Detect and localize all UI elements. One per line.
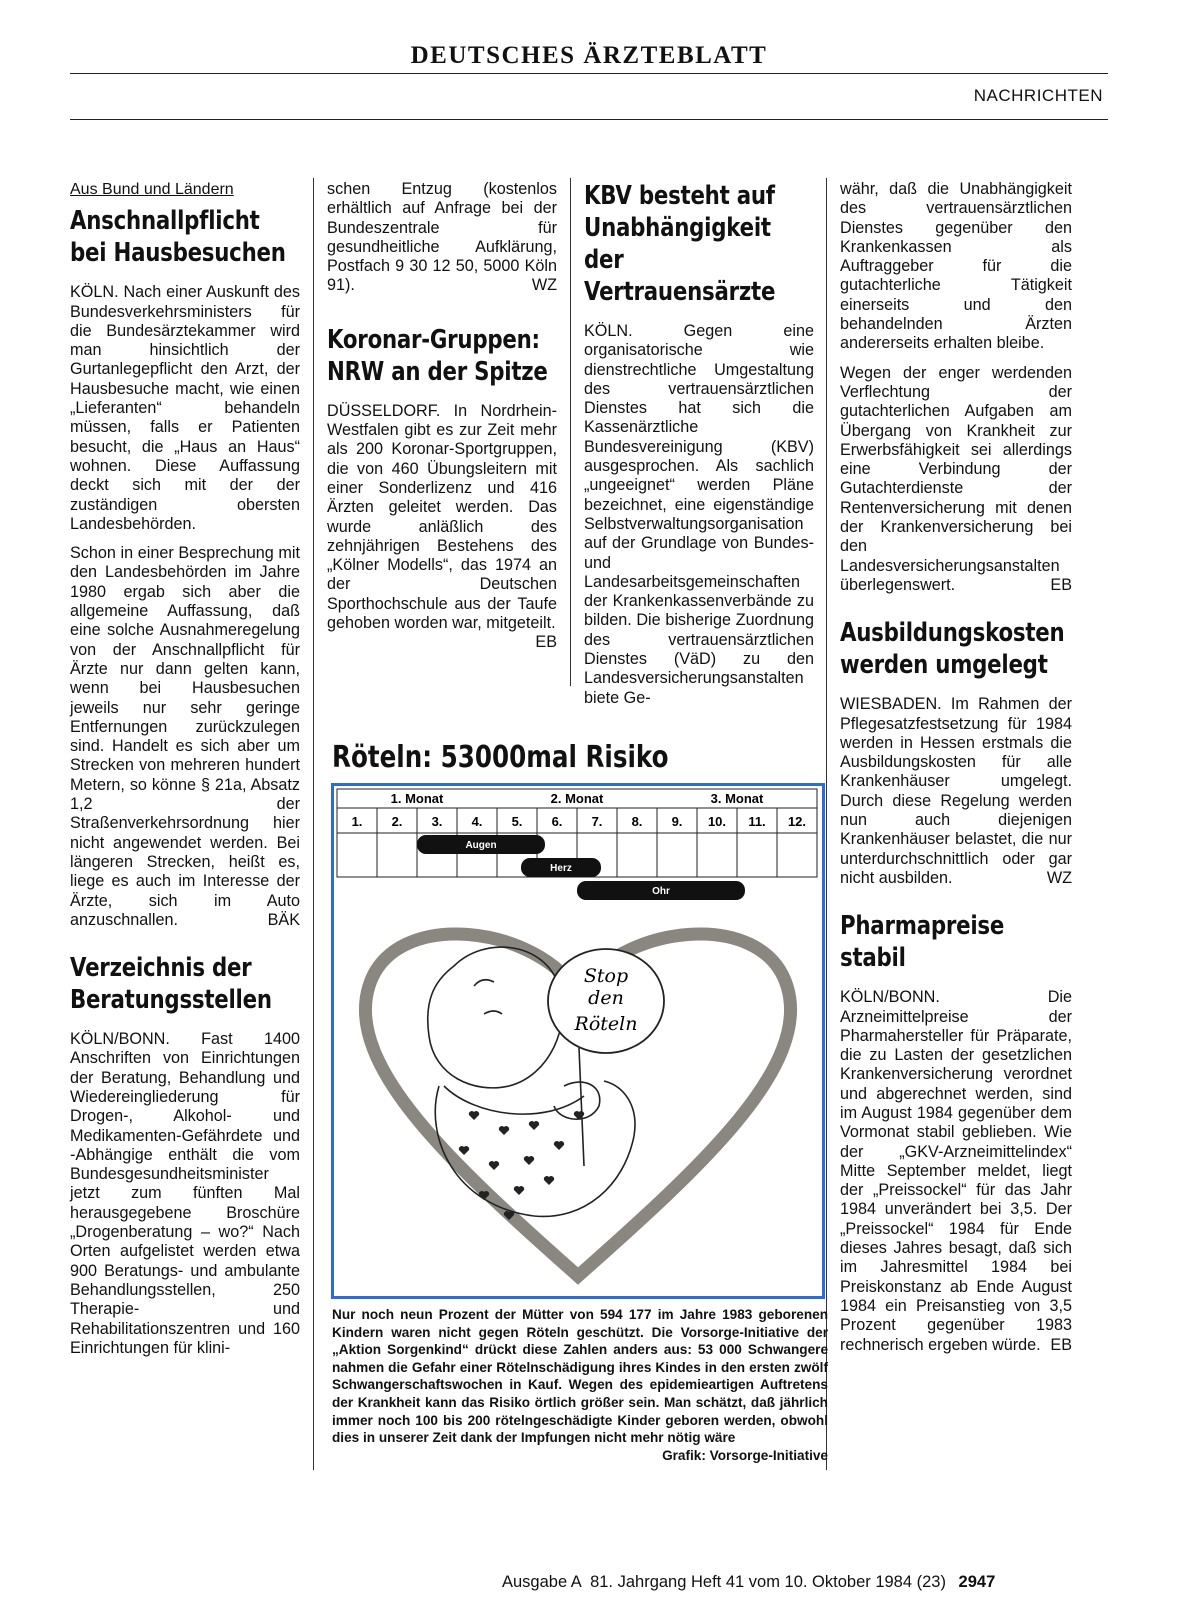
author-signature: EB xyxy=(1050,575,1072,594)
week-label: 10. xyxy=(707,814,727,829)
stop-sign-lollipop xyxy=(548,949,664,1053)
headline-kbv: KBV besteht auf Unabhängigkeit der Vertrauensärzte xyxy=(584,181,776,307)
author-signature: EB xyxy=(1050,1335,1072,1354)
week-label: 1. xyxy=(351,814,363,829)
column-1 xyxy=(70,180,300,1368)
graphic-frame xyxy=(331,783,825,1299)
column-divider xyxy=(313,178,314,1470)
section-label: NACHRICHTEN xyxy=(973,86,1103,105)
small-heart-icon xyxy=(544,1176,554,1185)
column-divider xyxy=(570,178,571,686)
small-heart-icon xyxy=(499,1126,509,1135)
article-paragraph: KÖLN. Gegen eine organisatorische wie dienstrechtliche Umgestaltung des vertrauensärztlichen Dienstes hat sich die Kassenärztliche Bundesvereinigung (KBV) ausgesprochen. Als sachlich „ungeeignet“ werden Pläne bezeichnet, eine eigenständige Selbstverwaltungsorganisation auf der Grundlage von Bundes- und Landesarbeitsgemeinschaften der Krankenkassenverbände zu bilden. Die bisherige Zuordnung des vertrauensärztlichen Dienstes (VäD) zu den Landesversicherungsanstalten biete Ge- xyxy=(584,322,814,707)
bib-heart-pattern xyxy=(459,1111,584,1220)
small-heart-icon xyxy=(529,1121,539,1130)
headline-verzeichnis: Verzeichnis der Beratungsstellen xyxy=(70,953,272,1016)
section-rule xyxy=(70,119,1108,120)
month-label: 2. Monat xyxy=(550,791,604,806)
week-labels xyxy=(352,814,806,829)
author-signature: WZ xyxy=(1046,868,1072,887)
sign-text: Röteln xyxy=(574,1013,638,1035)
article-paragraph: KÖLN. Nach einer Auskunft des Bundesverkehrsministers für die Bundesärztekammer wird man hinsichtlich der Gurtanlegepflicht den Arzt, der Hausbesuche macht, wie einen „Lieferanten“ behandeln müssen, falls er Patienten besucht, die „Haus an Haus“ wohnen. Diese Auffassung deckt sich mit der der zuständigen obersten Landesbehörden. xyxy=(70,283,300,533)
author-signature: BÄK xyxy=(267,910,300,929)
week-label: 7. xyxy=(591,814,603,829)
week-label: 3. xyxy=(431,814,443,829)
page-footer xyxy=(502,1573,995,1592)
sign-text: den xyxy=(588,987,624,1009)
small-heart-icon xyxy=(524,1156,534,1165)
week-label: 5. xyxy=(511,814,523,829)
risk-bar-label: Augen xyxy=(465,840,497,851)
small-heart-icon xyxy=(489,1161,499,1170)
author-signature: EB xyxy=(535,633,557,652)
page-number: 2947 xyxy=(958,1573,996,1591)
week-label: 9. xyxy=(671,814,683,829)
month-labels xyxy=(391,791,764,806)
column-3 xyxy=(584,180,814,718)
graphic-title: Röteln: 53000mal Risiko xyxy=(332,740,669,775)
article-paragraph: WIESBADEN. Im Rahmen der Pflegesatzfestsetzung für 1984 werden in Hessen erstmals die Ausbildungskosten für alle Krankenhäuser umgelegt. Durch diese Regelung werden nun auch diejenigen Krankenhäuser belastet, die nur unterdurchschnittlich oder gar nicht ausbilden. WZ xyxy=(840,695,1072,887)
column-2 xyxy=(327,180,557,653)
risk-bar-label: Herz xyxy=(550,863,572,874)
masthead: DEUTSCHES ÄRZTEBLATT xyxy=(410,42,768,69)
small-heart-icon xyxy=(514,1186,524,1195)
kicker: Aus Bund und Ländern xyxy=(70,181,234,198)
masthead-rule xyxy=(70,73,1108,74)
week-label: 12. xyxy=(787,814,807,829)
month-label: 1. Monat xyxy=(390,791,444,806)
article-paragraph: Schon in einer Besprechung mit den Landesbehörden im Jahre 1980 ergab sich aber die allgemeine Auffassung, daß eine solche Ausnahmeregelung von der Anschnallpflicht für Ärzte nur dann gelten kann, wenn bei Hausbesuchen jeweils nur sehr geringe Entfernungen zurückzulegen sind. Handelt es sich aber um Strecken von mehreren hundert Metern, so könne § 21a, Absatz 1,2 der Straßenverkehrsordnung hier nicht angewendet werden. Bei längeren Strecken, heißt es, liege es auch im Interesse der Ärzte, sich im Auto anzuschnallen. BÄK xyxy=(70,544,300,929)
graphic-credit: Grafik: Vorsorge-Initiative xyxy=(662,1447,828,1463)
article-paragraph: währ, daß die Unabhängigkeit des vertrauensärztlichen Dienstes gegenüber den Krankenkassen als Auftraggeber für die gutachterliche Tätigkeit einerseits und den behandelnden Ärzten andererseits erhalten bleibe. xyxy=(840,180,1072,353)
column-4 xyxy=(840,180,1072,1365)
risk-bar-label: Ohr xyxy=(652,886,670,897)
small-heart-icon xyxy=(554,1141,564,1150)
small-heart-icon xyxy=(459,1146,469,1155)
week-label: 11. xyxy=(748,814,766,829)
article-paragraph: DÜSSELDORF. In Nordrhein-Westfalen gibt es zur Zeit mehr als 200 Koronar-Sportgruppen, die von 460 Übungsleitern mit einer Sonderlizenz und 416 Ärzten geleitet werden. Das wurde anläßlich des zehnjährigen Bestehens des „Kölner Modells“, das 1974 an der Deutschen Sporthochschule aus der Taufe gehoben worden war, mitgeteilt. EB xyxy=(327,401,557,652)
headline-ausbildungskosten: Ausbildungskosten werden umgelegt xyxy=(840,618,1065,681)
small-heart-icon xyxy=(469,1111,479,1120)
article-paragraph: Wegen der enger werdenden Verflechtung der gutachterlichen Aufgaben am Übergang von Krankheit zur Erwerbsfähigkeit sei allerdings eine Verbindung der Gutachterdienste der Rentenversicherung mit denen der Krankenversicherung bei den Landesversicherungsanstalten überlegenswert. EB xyxy=(840,363,1072,594)
sign-text: Stop xyxy=(583,965,629,987)
month-label: 3. Monat xyxy=(710,791,764,806)
rubella-timeline-graphic xyxy=(334,786,822,1296)
author-signature: WZ xyxy=(531,276,557,295)
issue-info: Ausgabe A 81. Jahrgang Heft 41 vom 10. Oktober 1984 (23) xyxy=(502,1573,946,1591)
headline-anschnallpflicht: Anschnallpflicht bei Hausbesuchen xyxy=(70,206,286,269)
column-divider xyxy=(826,178,827,1470)
article-paragraph: schen Entzug (kostenlos erhältlich auf Anfrage bei der Bundeszentrale für gesundheitliche Aufklärung, Postfach 9 30 12 50, 5000 Köln 91). WZ xyxy=(327,180,557,295)
week-label: 2. xyxy=(391,814,403,829)
week-label: 4. xyxy=(471,814,483,829)
article-paragraph: KÖLN/BONN. Die Arzneimittelpreise der Pharmahersteller für Präparate, die zu Lasten der gesetzlichen Krankenversicherung verordnet und abgerechnet werden, sind im August 1984 gegenüber dem Vormonat stabil geblieben. Wie der „GKV-Arzneimittelindex“ Mitte September meldet, liegt der „Preissockel“ für das Jahr 1984 unverändert bei 3,5. Der „Preissockel“ 1984 für Ende dieses Jahres besagt, daß sich im Jahresmittel 1984 bei Preiskonstanz ab Ende August 1984 ein Preisanstieg von 3,5 Prozent gegenüber 1983 rechnerisch ergeben würde. EB xyxy=(840,988,1072,1354)
headline-pharmapreise: Pharmapreise stabil xyxy=(840,911,1005,974)
week-label: 6. xyxy=(551,814,563,829)
graphic-caption: Nur noch neun Prozent der Mütter von 594 177 im Jahre 1983 geborenen Kindern waren nicht gegen Röteln geschützt. Die Vorsorge-Initiative der „Aktion Sorgenkind“ drückt diese Zahlen anders aus: 53 000 Schwangere nahmen die Gefahr einer Rötelnschädigung ihres Kindes in den ersten zwölf Schwangerschaftswochen in Kauf. Wegen des epidemieartigen Auftretens der Krankheit kann das Risiko örtlich größer sein. Man schätzt, daß jährlich immer noch 100 bis 200 rötelngeschädigte Kinder geboren werden, obwohl dies in unserer Zeit dank der Impfungen nicht mehr nötig wäre Grafik: Vorsorge-Initiative xyxy=(332,1307,828,1463)
week-label: 8. xyxy=(631,814,643,829)
headline-koronar: Koronar-Gruppen: NRW an der Spitze xyxy=(327,324,548,387)
article-paragraph: KÖLN/BONN. Fast 1400 Anschriften von Einrichtungen der Beratung, Behandlung und Wiedereingliederung für Drogen-, Alkohol- und Medikamenten-Gefährdete und -Abhängige enthält die vom Bundesgesundheitsminister jetzt zum fünften Mal herausgegebene Broschüre „Drogenberatung – wo?“ Nach Orten aufgelistet werden etwa 900 Beratungs- und ambulante Behandlungsstellen, 250 Therapie- und Rehabilitationszentren und 160 Einrichtungen für klini- xyxy=(70,1030,300,1357)
risk-bars xyxy=(417,835,745,900)
